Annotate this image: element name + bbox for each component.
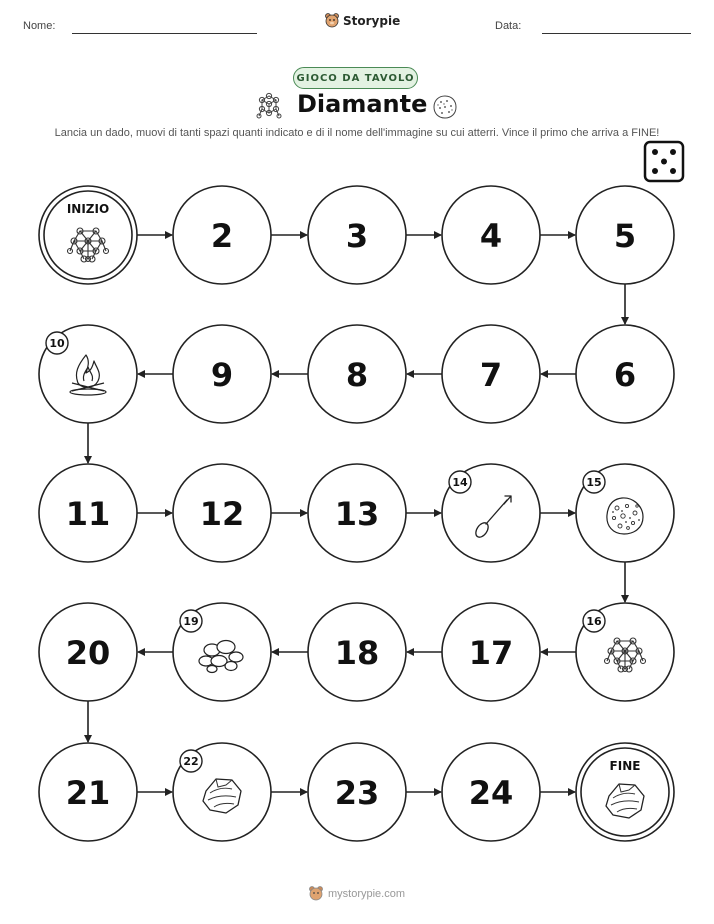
footer-url: mystorypie.com xyxy=(327,888,406,900)
space-number: 24 xyxy=(468,774,514,812)
space-number: 14 xyxy=(452,476,468,489)
board-space-23[interactable] xyxy=(308,743,406,841)
date-label: Data: xyxy=(495,20,522,32)
space-number: 2 xyxy=(210,217,234,255)
space-number: 3 xyxy=(345,217,369,255)
board-space-4[interactable] xyxy=(442,186,540,284)
instructions: Lancia un dado, muovi di tanti spazi quanti indicato e di il nome dell'immagine su cui atterri. Vince il primo che arriva a FINE! xyxy=(54,127,660,139)
board-space-12[interactable] xyxy=(173,464,271,562)
board-space-7[interactable] xyxy=(442,325,540,423)
board-space-9[interactable] xyxy=(173,325,271,423)
space-number: 17 xyxy=(468,634,514,672)
board-space-11[interactable] xyxy=(39,464,137,562)
space-number: 8 xyxy=(345,356,369,394)
board-space-6[interactable] xyxy=(576,325,674,423)
game-type-badge: GIOCO DA TAVOLO xyxy=(293,67,418,89)
board-space-8[interactable] xyxy=(308,325,406,423)
space-number: 5 xyxy=(613,217,637,255)
board-space-5[interactable] xyxy=(576,186,674,284)
board-space-19[interactable] xyxy=(173,603,271,701)
board-space-14[interactable] xyxy=(442,464,540,562)
start-space[interactable] xyxy=(39,186,137,284)
board-space-24[interactable] xyxy=(442,743,540,841)
board-space-21[interactable] xyxy=(39,743,137,841)
space-number: 9 xyxy=(210,356,234,394)
space-number: 16 xyxy=(586,615,602,628)
space-number: 10 xyxy=(49,337,65,350)
end-label: FINE xyxy=(609,759,641,773)
space-number: 4 xyxy=(479,217,503,255)
space-number: 11 xyxy=(65,495,111,533)
brand-name: Storypie xyxy=(343,14,401,28)
space-number: 7 xyxy=(479,356,503,394)
space-number: 21 xyxy=(65,774,111,812)
space-number: 12 xyxy=(199,495,245,533)
space-number: 22 xyxy=(183,755,199,768)
board-space-16[interactable] xyxy=(576,603,674,701)
bear-mascot-icon xyxy=(309,886,323,902)
board-space-3[interactable] xyxy=(308,186,406,284)
space-number: 18 xyxy=(334,634,380,672)
space-number: 6 xyxy=(613,356,637,394)
board-space-10[interactable] xyxy=(39,325,137,423)
board-space-22[interactable] xyxy=(173,743,271,841)
board-space-20[interactable] xyxy=(39,603,137,701)
space-number: 20 xyxy=(65,634,111,672)
page-title: Diamante xyxy=(297,90,428,118)
board-space-2[interactable] xyxy=(173,186,271,284)
board-space-15[interactable] xyxy=(576,464,674,562)
board-space-13[interactable] xyxy=(308,464,406,562)
rock-specks-icon xyxy=(607,498,643,534)
start-label: INIZIO xyxy=(66,202,110,216)
dice-five-icon xyxy=(645,142,683,181)
name-label: Nome: xyxy=(23,20,56,32)
space-number: 19 xyxy=(183,615,199,628)
board-space-18[interactable] xyxy=(308,603,406,701)
space-number: 15 xyxy=(586,476,602,489)
board-space-17[interactable] xyxy=(442,603,540,701)
space-number: 23 xyxy=(334,774,380,812)
end-space[interactable] xyxy=(576,743,674,841)
space-number: 13 xyxy=(334,495,380,533)
footer xyxy=(0,886,714,902)
